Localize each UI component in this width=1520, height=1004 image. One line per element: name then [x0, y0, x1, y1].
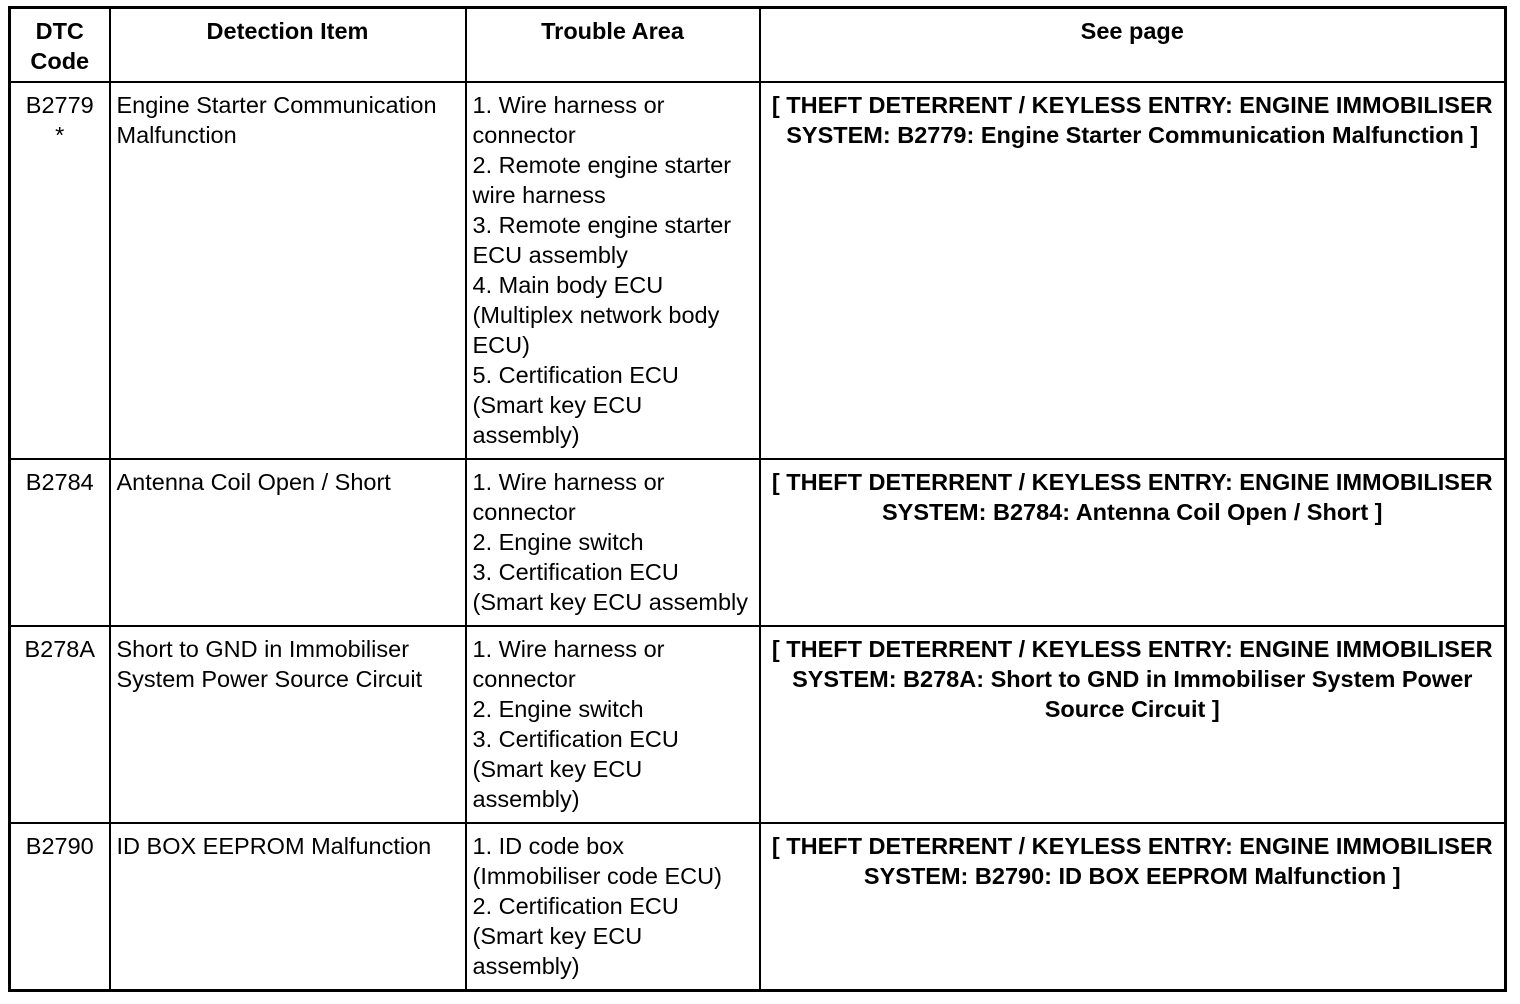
trouble-area-item: 3. Remote engine starter ECU assembly [472, 212, 732, 268]
table-row [10, 626, 1506, 823]
trouble-area-item: 2. Certification ECU (Smart key ECU assembly) [472, 893, 679, 979]
detection-item: ID BOX EEPROM Malfunction [110, 823, 466, 991]
trouble-area-item: 4. Main body ECU (Multiplex network body ECU) [472, 272, 720, 358]
trouble-area-item: 2. Engine switch [472, 696, 644, 722]
trouble-area-item: 2. Engine switch [472, 529, 644, 555]
trouble-area-item: 5. Certification ECU (Smart key ECU assembly) [472, 362, 679, 448]
trouble-area-cell [466, 82, 760, 459]
detection-item: Engine Starter Communication Malfunction [110, 82, 466, 459]
table-row [10, 823, 1506, 991]
dtc-code: B2784 [25, 469, 94, 495]
dtc-code-cell [10, 823, 110, 991]
trouble-area-item: 2. Remote engine starter wire harness [472, 152, 732, 208]
trouble-area-item: 1. Wire harness or connector [472, 92, 665, 148]
trouble-area-cell [466, 459, 760, 626]
trouble-area-item: 3. Certification ECU (Smart key ECU assembly) [472, 726, 679, 812]
dtc-code: B2779 [25, 92, 94, 118]
see-page-link[interactable]: [ THEFT DETERRENT / KEYLESS ENTRY: ENGINE IMMOBILISER SYSTEM: B278A: Short to GND in Immobiliser System Power Source Circuit ] [760, 626, 1506, 823]
trouble-area-item: 1. Wire harness or connector [472, 636, 665, 692]
header-see-page: See page [760, 8, 1506, 83]
detection-item: Antenna Coil Open / Short [110, 459, 466, 626]
dtc-code-cell [10, 626, 110, 823]
see-page-link[interactable]: [ THEFT DETERRENT / KEYLESS ENTRY: ENGINE IMMOBILISER SYSTEM: B2779: Engine Starter Communication Malfunction ] [760, 82, 1506, 459]
table-row [10, 459, 1506, 626]
trouble-area-item: 3. Certification ECU (Smart key ECU assembly [472, 559, 749, 615]
header-detection-item: Detection Item [110, 8, 466, 83]
dtc-code: B2790 [25, 833, 94, 859]
see-page-link[interactable]: [ THEFT DETERRENT / KEYLESS ENTRY: ENGINE IMMOBILISER SYSTEM: B2790: ID BOX EEPROM Malfunction ] [760, 823, 1506, 991]
header-dtc-code: DTC Code [10, 8, 110, 83]
detection-item: Short to GND in Immobiliser System Power Source Circuit [110, 626, 466, 823]
dtc-code-cell [10, 459, 110, 626]
trouble-area-cell [466, 626, 760, 823]
table-row [10, 82, 1506, 459]
header-row [10, 8, 1506, 83]
header-trouble-area: Trouble Area [466, 8, 760, 83]
trouble-area-item: 1. ID code box (Immobiliser code ECU) [472, 833, 722, 889]
dtc-code-cell [10, 82, 110, 459]
dtc-code: B278A [24, 636, 96, 662]
dtc-table [8, 6, 1507, 992]
trouble-area-item: 1. Wire harness or connector [472, 469, 665, 525]
trouble-area-cell [466, 823, 760, 991]
dtc-code-note: * [55, 122, 65, 148]
see-page-link[interactable]: [ THEFT DETERRENT / KEYLESS ENTRY: ENGINE IMMOBILISER SYSTEM: B2784: Antenna Coil Open / Short ] [760, 459, 1506, 626]
